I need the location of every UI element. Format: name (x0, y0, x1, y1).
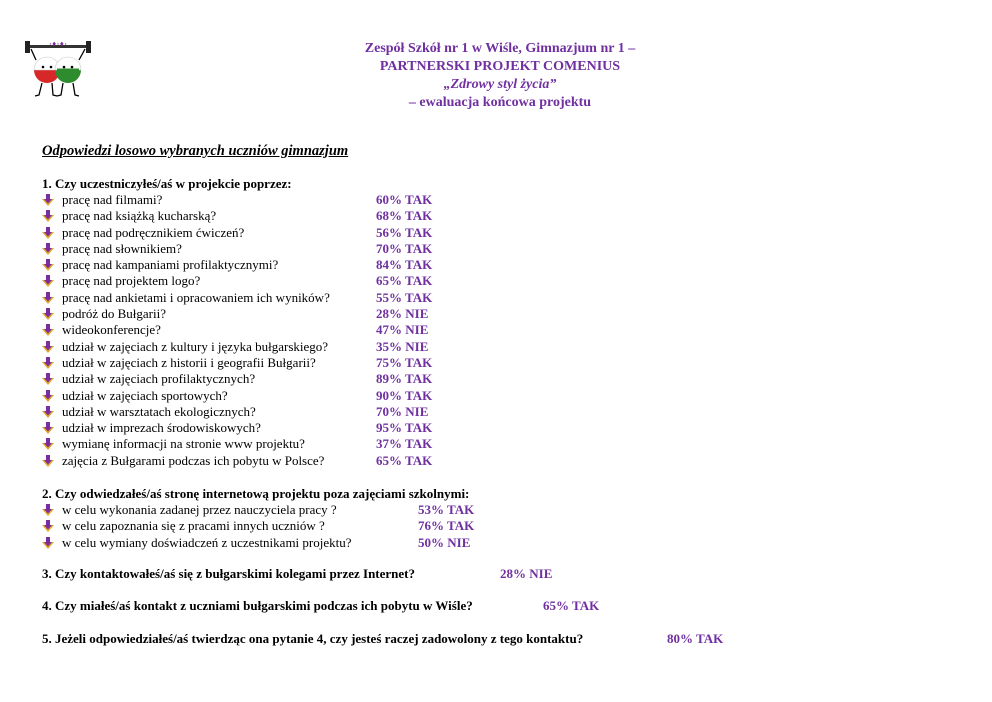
down-arrow-bullet-icon (42, 438, 54, 450)
item-label: w celu zapoznania się z pracami innych uczniów ? (62, 518, 325, 534)
item-answer: 35% NIE (376, 338, 429, 354)
list-item (42, 192, 502, 208)
down-arrow-bullet-icon (42, 406, 54, 418)
svg-text:·♦·♦·: ·♦·♦· (49, 41, 67, 48)
item-label: zajęcia z Bułgarami podczas ich pobytu w Polsce? (62, 452, 325, 468)
item-label: pracę nad filmami? (62, 192, 163, 207)
item-answer: 76% TAK (418, 518, 475, 534)
down-arrow-bullet-icon (42, 455, 54, 467)
item-answer: 50% NIE (418, 534, 471, 550)
project-logo (22, 40, 94, 102)
list-item (42, 518, 542, 534)
list-item (42, 273, 502, 289)
question-1-list (42, 192, 502, 469)
down-arrow-bullet-icon (42, 357, 54, 369)
list-item (42, 339, 502, 355)
list-item (42, 420, 502, 436)
item-answer: 55% TAK (376, 289, 433, 305)
item-answer: 70% NIE (376, 403, 429, 419)
down-arrow-bullet-icon (42, 210, 54, 222)
item-answer: 70% TAK (376, 240, 433, 256)
item-label: udział w warsztatach ekologicznych? (62, 403, 256, 419)
down-arrow-bullet-icon (42, 373, 54, 385)
question-4-title: 4. Czy miałeś/aś kontakt z uczniami bułgarskimi podczas ich pobytu w Wiśle? (42, 598, 473, 613)
item-label: pracę nad ankietami i opracowaniem ich wyników? (62, 289, 330, 305)
question-3-title: 3. Czy kontaktowałeś/aś się z bułgarskimi kolegami przez Internet? (42, 566, 416, 581)
list-item (42, 535, 542, 551)
header-line-4: – ewaluacja końcowa projektu (408, 95, 592, 110)
header-line-3: „Zdrowy styl życia” (443, 77, 557, 92)
question-5-title: 5. Jeżeli odpowiedziałeś/aś twierdząc ona pytanie 4, czy jesteś raczej zadowolony z tego kontaktu? (42, 631, 584, 646)
item-label: podróż do Bułgarii? (62, 306, 166, 322)
list-item (42, 208, 502, 224)
list-item (42, 502, 542, 518)
item-answer: 89% TAK (376, 371, 433, 387)
item-answer: 90% TAK (376, 387, 433, 403)
down-arrow-bullet-icon (42, 504, 54, 516)
down-arrow-bullet-icon (42, 227, 54, 239)
item-answer: 37% TAK (376, 436, 433, 452)
question-3-answer: 28% NIE (500, 566, 553, 581)
item-answer: 28% NIE (376, 306, 429, 322)
down-arrow-bullet-icon (42, 537, 54, 549)
item-label: udział w zajęciach profilaktycznych? (62, 371, 256, 387)
list-item (42, 290, 502, 306)
item-label: pracę nad książką kucharską? (62, 208, 217, 224)
item-answer: 47% NIE (376, 322, 429, 338)
item-answer: 95% TAK (376, 420, 433, 436)
list-item (42, 371, 502, 387)
item-label: udział w zajęciach z historii i geografii Bułgarii? (62, 354, 316, 370)
list-item (42, 436, 502, 452)
down-arrow-bullet-icon (42, 275, 54, 287)
item-label: pracę nad projektem logo? (62, 273, 201, 289)
item-label: pracę nad kampaniami profilaktycznymi? (62, 257, 279, 273)
document-header (290, 40, 710, 112)
item-label: w celu wykonania zadanej przez nauczyciela pracy ? (62, 502, 337, 517)
question-4-answer: 65% TAK (543, 598, 600, 613)
down-arrow-bullet-icon (42, 243, 54, 255)
item-label: pracę nad podręcznikiem ćwiczeń? (62, 224, 245, 240)
item-label: wideokonferencje? (62, 322, 161, 338)
question-5-answer: 80% TAK (667, 631, 724, 646)
down-arrow-bullet-icon (42, 308, 54, 320)
list-item (42, 322, 502, 338)
item-answer: 84% TAK (376, 257, 433, 273)
list-item (42, 453, 502, 469)
down-arrow-bullet-icon (42, 341, 54, 353)
item-label: wymianę informacji na stronie www projektu? (62, 436, 305, 452)
item-answer: 75% TAK (376, 354, 433, 370)
item-answer: 53% TAK (418, 502, 475, 517)
item-label: w celu wymiany doświadczeń z uczestnikami projektu? (62, 534, 352, 550)
list-item (42, 404, 502, 420)
item-label: udział w zajęciach z kultury i języka bułgarskiego? (62, 338, 329, 354)
down-arrow-bullet-icon (42, 422, 54, 434)
question-2-title: 2. Czy odwiedzałeś/aś stronę internetową projektu poza zajęciami szkolnymi: (42, 486, 470, 501)
down-arrow-bullet-icon (42, 194, 54, 206)
down-arrow-bullet-icon (42, 292, 54, 304)
header-line-2: PARTNERSKI PROJEKT COMENIUS (379, 59, 621, 74)
question-2-list (42, 502, 542, 551)
down-arrow-bullet-icon (42, 259, 54, 271)
list-item (42, 355, 502, 371)
down-arrow-bullet-icon (42, 324, 54, 336)
item-answer: 56% TAK (376, 224, 433, 240)
item-answer: 68% TAK (376, 208, 433, 224)
item-answer: 65% TAK (376, 273, 433, 289)
list-item (42, 241, 502, 257)
item-label: udział w imprezach środowiskowych? (62, 420, 261, 436)
down-arrow-bullet-icon (42, 520, 54, 532)
header-line-1: Zespół Szkół nr 1 w Wiśle, Gimnazjum nr 1 – (364, 41, 636, 56)
item-label: pracę nad słownikiem? (62, 240, 182, 256)
item-answer: 60% TAK (376, 192, 433, 207)
list-item (42, 257, 502, 273)
item-answer: 65% TAK (376, 452, 433, 468)
list-item (42, 388, 502, 404)
section-subtitle: Odpowiedzi losowo wybranych uczniów gimnazjum (42, 143, 349, 159)
item-label: udział w zajęciach sportowych? (62, 387, 228, 403)
down-arrow-bullet-icon (42, 390, 54, 402)
list-item (42, 306, 502, 322)
question-1-title: 1. Czy uczestniczyłeś/aś w projekcie poprzez: (42, 176, 292, 191)
list-item (42, 225, 502, 241)
